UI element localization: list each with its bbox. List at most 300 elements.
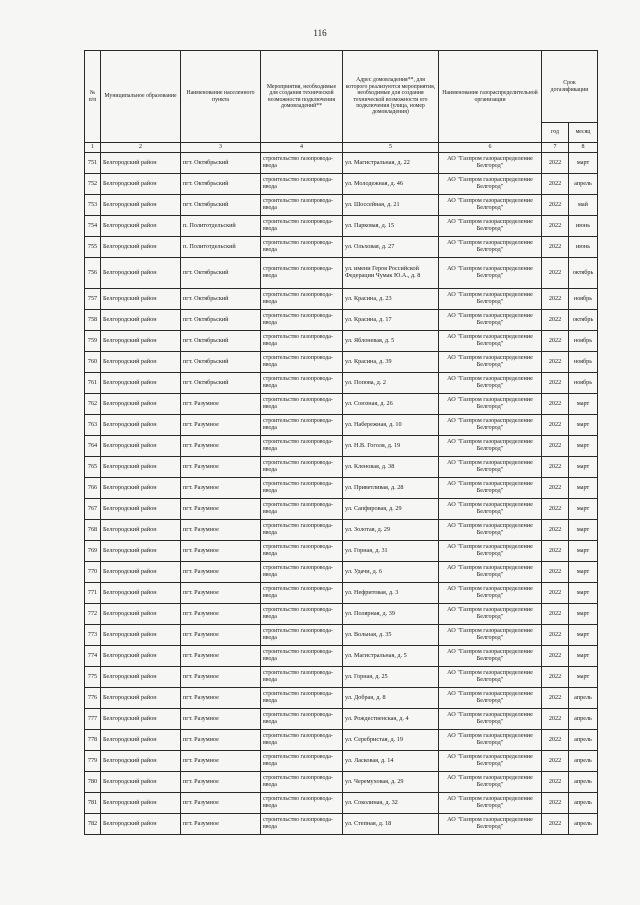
settlement-cell: пгт. Разумное bbox=[181, 394, 261, 415]
month-cell: март bbox=[569, 625, 598, 646]
month-cell: март bbox=[569, 478, 598, 499]
activity-cell: строительство газопровода-ввода bbox=[261, 499, 343, 520]
settlement-cell: пгт. Октябрьский bbox=[181, 310, 261, 331]
address-cell: ул. имени Героя Российской Федерации Чумак Ю.А., д. 8 bbox=[343, 258, 439, 289]
row-number: 759 bbox=[85, 331, 101, 352]
org-cell: АО "Газпром газораспределение Белгород" bbox=[439, 541, 542, 562]
table-row bbox=[85, 751, 598, 772]
activity-cell: строительство газопровода-ввода bbox=[261, 478, 343, 499]
row-number: 765 bbox=[85, 457, 101, 478]
address-cell: ул. Ольховая, д. 27 bbox=[343, 237, 439, 258]
row-number: 754 bbox=[85, 216, 101, 237]
month-cell: ноябрь bbox=[569, 289, 598, 310]
org-cell: АО "Газпром газораспределение Белгород" bbox=[439, 394, 542, 415]
settlement-cell: пгт. Октябрьский bbox=[181, 258, 261, 289]
row-number: 769 bbox=[85, 541, 101, 562]
address-cell: ул. Красина, д. 23 bbox=[343, 289, 439, 310]
table-row bbox=[85, 583, 598, 604]
municipality-cell: Белгородский район bbox=[101, 667, 181, 688]
municipality-cell: Белгородский район bbox=[101, 352, 181, 373]
month-cell: июнь bbox=[569, 216, 598, 237]
year-cell: 2022 bbox=[542, 730, 569, 751]
settlement-cell: пгт. Октябрьский bbox=[181, 331, 261, 352]
month-cell: ноябрь bbox=[569, 331, 598, 352]
settlement-cell: пгт. Разумное bbox=[181, 457, 261, 478]
activity-cell: строительство газопровода-ввода bbox=[261, 394, 343, 415]
settlement-cell: пгт. Разумное bbox=[181, 415, 261, 436]
org-cell: АО "Газпром газораспределение Белгород" bbox=[439, 688, 542, 709]
col-number: 7 bbox=[542, 143, 569, 153]
org-cell: АО "Газпром газораспределение Белгород" bbox=[439, 625, 542, 646]
address-cell: ул. Яблоневая, д. 5 bbox=[343, 331, 439, 352]
activity-cell: строительство газопровода-ввода bbox=[261, 174, 343, 195]
table-row bbox=[85, 195, 598, 216]
activity-cell: строительство газопровода-ввода bbox=[261, 457, 343, 478]
row-number: 761 bbox=[85, 373, 101, 394]
month-cell: март bbox=[569, 436, 598, 457]
settlement-cell: пгт. Разумное bbox=[181, 520, 261, 541]
org-cell: АО "Газпром газораспределение Белгород" bbox=[439, 195, 542, 216]
month-cell: апрель bbox=[569, 772, 598, 793]
org-cell: АО "Газпром газораспределение Белгород" bbox=[439, 499, 542, 520]
month-cell: март bbox=[569, 667, 598, 688]
month-cell: ноябрь bbox=[569, 373, 598, 394]
municipality-cell: Белгородский район bbox=[101, 625, 181, 646]
settlement-cell: пгт. Разумное bbox=[181, 730, 261, 751]
address-cell: ул. Серебристая, д. 19 bbox=[343, 730, 439, 751]
year-cell: 2022 bbox=[542, 436, 569, 457]
address-cell: ул. Сапфировая, д. 29 bbox=[343, 499, 439, 520]
address-cell: ул. Попова, д. 2 bbox=[343, 373, 439, 394]
activity-cell: строительство газопровода-ввода bbox=[261, 541, 343, 562]
org-cell: АО "Газпром газораспределение Белгород" bbox=[439, 562, 542, 583]
address-cell: ул. Удачи, д. 6 bbox=[343, 562, 439, 583]
row-number: 772 bbox=[85, 604, 101, 625]
municipality-cell: Белгородский район bbox=[101, 541, 181, 562]
header-year: год bbox=[542, 123, 569, 143]
year-cell: 2022 bbox=[542, 709, 569, 730]
col-number: 1 bbox=[85, 143, 101, 153]
month-cell: март bbox=[569, 457, 598, 478]
municipality-cell: Белгородский район bbox=[101, 436, 181, 457]
year-cell: 2022 bbox=[542, 478, 569, 499]
settlement-cell: пгт. Разумное bbox=[181, 751, 261, 772]
settlement-cell: пгт. Октябрьский bbox=[181, 289, 261, 310]
table-row bbox=[85, 499, 598, 520]
row-number: 770 bbox=[85, 562, 101, 583]
municipality-cell: Белгородский район bbox=[101, 499, 181, 520]
activity-cell: строительство газопровода-ввода bbox=[261, 153, 343, 174]
settlement-cell: пгт. Разумное bbox=[181, 604, 261, 625]
activity-cell: строительство газопровода-ввода bbox=[261, 730, 343, 751]
month-cell: октябрь bbox=[569, 310, 598, 331]
settlement-cell: пгт. Октябрьский bbox=[181, 373, 261, 394]
org-cell: АО "Газпром газораспределение Белгород" bbox=[439, 709, 542, 730]
year-cell: 2022 bbox=[542, 174, 569, 195]
col-number: 2 bbox=[101, 143, 181, 153]
table-row bbox=[85, 541, 598, 562]
year-cell: 2022 bbox=[542, 331, 569, 352]
activity-cell: строительство газопровода-ввода bbox=[261, 751, 343, 772]
municipality-cell: Белгородский район bbox=[101, 793, 181, 814]
municipality-cell: Белгородский район bbox=[101, 310, 181, 331]
org-cell: АО "Газпром газораспределение Белгород" bbox=[439, 457, 542, 478]
org-cell: АО "Газпром газораспределение Белгород" bbox=[439, 216, 542, 237]
address-cell: ул. Соколиная, д. 32 bbox=[343, 793, 439, 814]
row-number: 752 bbox=[85, 174, 101, 195]
org-cell: АО "Газпром газораспределение Белгород" bbox=[439, 415, 542, 436]
org-cell: АО "Газпром газораспределение Белгород" bbox=[439, 793, 542, 814]
header-num: № п/п bbox=[85, 51, 101, 143]
year-cell: 2022 bbox=[542, 237, 569, 258]
year-cell: 2022 bbox=[542, 258, 569, 289]
activity-cell: строительство газопровода-ввода bbox=[261, 237, 343, 258]
org-cell: АО "Газпром газораспределение Белгород" bbox=[439, 772, 542, 793]
row-number: 764 bbox=[85, 436, 101, 457]
settlement-cell: пгт. Разумное bbox=[181, 625, 261, 646]
settlement-cell: пгт. Разумное bbox=[181, 709, 261, 730]
year-cell: 2022 bbox=[542, 499, 569, 520]
month-cell: март bbox=[569, 562, 598, 583]
table-row bbox=[85, 331, 598, 352]
year-cell: 2022 bbox=[542, 352, 569, 373]
org-cell: АО "Газпром газораспределение Белгород" bbox=[439, 730, 542, 751]
table-row bbox=[85, 289, 598, 310]
address-cell: ул. Красина, д. 39 bbox=[343, 352, 439, 373]
municipality-cell: Белгородский район bbox=[101, 153, 181, 174]
address-cell: ул. Молодежная, д. 46 bbox=[343, 174, 439, 195]
month-cell: апрель bbox=[569, 814, 598, 835]
address-cell: ул. Шоссейная, д. 21 bbox=[343, 195, 439, 216]
municipality-cell: Белгородский район bbox=[101, 289, 181, 310]
month-cell: май bbox=[569, 195, 598, 216]
address-cell: ул. Приветливая, д. 28 bbox=[343, 478, 439, 499]
year-cell: 2022 bbox=[542, 751, 569, 772]
activity-cell: строительство газопровода-ввода bbox=[261, 772, 343, 793]
municipality-cell: Белгородский район bbox=[101, 195, 181, 216]
settlement-cell: пгт. Разумное bbox=[181, 499, 261, 520]
activity-cell: строительство газопровода-ввода bbox=[261, 667, 343, 688]
table-row bbox=[85, 310, 598, 331]
settlement-cell: пгт. Разумное bbox=[181, 667, 261, 688]
month-cell: октябрь bbox=[569, 258, 598, 289]
activity-cell: строительство газопровода-ввода bbox=[261, 646, 343, 667]
org-cell: АО "Газпром газораспределение Белгород" bbox=[439, 352, 542, 373]
table-row bbox=[85, 730, 598, 751]
org-cell: АО "Газпром газораспределение Белгород" bbox=[439, 478, 542, 499]
municipality-cell: Белгородский район bbox=[101, 772, 181, 793]
municipality-cell: Белгородский район bbox=[101, 394, 181, 415]
activity-cell: строительство газопровода-ввода bbox=[261, 216, 343, 237]
settlement-cell: п. Политотдельский bbox=[181, 216, 261, 237]
settlement-cell: пгт. Разумное bbox=[181, 541, 261, 562]
org-cell: АО "Газпром газораспределение Белгород" bbox=[439, 237, 542, 258]
year-cell: 2022 bbox=[542, 772, 569, 793]
year-cell: 2022 bbox=[542, 520, 569, 541]
year-cell: 2022 bbox=[542, 625, 569, 646]
month-cell: апрель bbox=[569, 730, 598, 751]
org-cell: АО "Газпром газораспределение Белгород" bbox=[439, 814, 542, 835]
month-cell: март bbox=[569, 604, 598, 625]
table-row bbox=[85, 709, 598, 730]
address-cell: ул. Набережная, д. 10 bbox=[343, 415, 439, 436]
address-cell: ул. Рождественская, д. 4 bbox=[343, 709, 439, 730]
table-row bbox=[85, 373, 598, 394]
activity-cell: строительство газопровода-ввода bbox=[261, 562, 343, 583]
year-cell: 2022 bbox=[542, 583, 569, 604]
settlement-cell: п. Политотдельский bbox=[181, 237, 261, 258]
table-row bbox=[85, 562, 598, 583]
table-row bbox=[85, 772, 598, 793]
table-row bbox=[85, 688, 598, 709]
month-cell: март bbox=[569, 583, 598, 604]
header-activity: Мероприятия, необходимые для создания технической возможности подключения домовладений** bbox=[261, 51, 343, 143]
address-cell: ул. Союзная, д. 26 bbox=[343, 394, 439, 415]
org-cell: АО "Газпром газораспределение Белгород" bbox=[439, 436, 542, 457]
header-address: Адрес домовладения**, для которого реализуются мероприятия, необходимые для создания технической возможности его подключения (улица, номер домовладения) bbox=[343, 51, 439, 143]
year-cell: 2022 bbox=[542, 688, 569, 709]
month-cell: март bbox=[569, 153, 598, 174]
table-row bbox=[85, 457, 598, 478]
col-number: 8 bbox=[569, 143, 598, 153]
org-cell: АО "Газпром газораспределение Белгород" bbox=[439, 153, 542, 174]
row-number: 780 bbox=[85, 772, 101, 793]
municipality-cell: Белгородский район bbox=[101, 331, 181, 352]
settlement-cell: пгт. Разумное bbox=[181, 562, 261, 583]
col-number: 5 bbox=[343, 143, 439, 153]
row-number: 774 bbox=[85, 646, 101, 667]
org-cell: АО "Газпром газораспределение Белгород" bbox=[439, 258, 542, 289]
year-cell: 2022 bbox=[542, 646, 569, 667]
row-number: 758 bbox=[85, 310, 101, 331]
municipality-cell: Белгородский район bbox=[101, 688, 181, 709]
row-number: 763 bbox=[85, 415, 101, 436]
row-number: 776 bbox=[85, 688, 101, 709]
municipality-cell: Белгородский район bbox=[101, 258, 181, 289]
column-number-row bbox=[85, 143, 598, 153]
settlement-cell: пгт. Разумное bbox=[181, 814, 261, 835]
address-cell: ул. Красина, д. 17 bbox=[343, 310, 439, 331]
municipality-cell: Белгородский район bbox=[101, 562, 181, 583]
settlement-cell: пгт. Октябрьский bbox=[181, 174, 261, 195]
row-number: 779 bbox=[85, 751, 101, 772]
row-number: 751 bbox=[85, 153, 101, 174]
year-cell: 2022 bbox=[542, 415, 569, 436]
municipality-cell: Белгородский район bbox=[101, 415, 181, 436]
month-cell: июнь bbox=[569, 237, 598, 258]
activity-cell: строительство газопровода-ввода bbox=[261, 688, 343, 709]
col-number: 3 bbox=[181, 143, 261, 153]
municipality-cell: Белгородский район bbox=[101, 751, 181, 772]
header-org: Наименование газораспределительной организации bbox=[439, 51, 542, 143]
month-cell: апрель bbox=[569, 709, 598, 730]
address-cell: ул. Кленовая, д. 38 bbox=[343, 457, 439, 478]
settlement-cell: пгт. Октябрьский bbox=[181, 195, 261, 216]
row-number: 778 bbox=[85, 730, 101, 751]
activity-cell: строительство газопровода-ввода bbox=[261, 373, 343, 394]
settlement-cell: пгт. Разумное bbox=[181, 436, 261, 457]
table-row bbox=[85, 415, 598, 436]
year-cell: 2022 bbox=[542, 216, 569, 237]
municipality-cell: Белгородский район bbox=[101, 174, 181, 195]
month-cell: март bbox=[569, 415, 598, 436]
municipality-cell: Белгородский район bbox=[101, 814, 181, 835]
activity-cell: строительство газопровода-ввода bbox=[261, 310, 343, 331]
activity-cell: строительство газопровода-ввода bbox=[261, 709, 343, 730]
activity-cell: строительство газопровода-ввода bbox=[261, 625, 343, 646]
year-cell: 2022 bbox=[542, 289, 569, 310]
municipality-cell: Белгородский район bbox=[101, 216, 181, 237]
org-cell: АО "Газпром газораспределение Белгород" bbox=[439, 310, 542, 331]
header-settlement: Наименование населенного пункта bbox=[181, 51, 261, 143]
table-row bbox=[85, 625, 598, 646]
settlement-cell: пгт. Разумное bbox=[181, 646, 261, 667]
municipality-cell: Белгородский район bbox=[101, 730, 181, 751]
address-cell: ул. Нефритовая, д. 3 bbox=[343, 583, 439, 604]
activity-cell: строительство газопровода-ввода bbox=[261, 604, 343, 625]
col-number: 6 bbox=[439, 143, 542, 153]
municipality-cell: Белгородский район bbox=[101, 709, 181, 730]
row-number: 753 bbox=[85, 195, 101, 216]
month-cell: март bbox=[569, 520, 598, 541]
table-row bbox=[85, 174, 598, 195]
col-number: 4 bbox=[261, 143, 343, 153]
page-number: 116 bbox=[313, 28, 327, 38]
municipality-cell: Белгородский район bbox=[101, 237, 181, 258]
row-number: 766 bbox=[85, 478, 101, 499]
month-cell: апрель bbox=[569, 793, 598, 814]
row-number: 760 bbox=[85, 352, 101, 373]
table-row bbox=[85, 520, 598, 541]
month-cell: ноябрь bbox=[569, 352, 598, 373]
month-cell: март bbox=[569, 499, 598, 520]
year-cell: 2022 bbox=[542, 814, 569, 835]
activity-cell: строительство газопровода-ввода bbox=[261, 289, 343, 310]
table-body bbox=[85, 153, 598, 835]
table-row bbox=[85, 478, 598, 499]
activity-cell: строительство газопровода-ввода bbox=[261, 583, 343, 604]
row-number: 767 bbox=[85, 499, 101, 520]
month-cell: апрель bbox=[569, 174, 598, 195]
municipality-cell: Белгородский район bbox=[101, 457, 181, 478]
address-cell: ул. Черемуховая, д. 29 bbox=[343, 772, 439, 793]
table-row bbox=[85, 667, 598, 688]
table-row bbox=[85, 394, 598, 415]
address-cell: ул. Н.В. Гоголя, д. 19 bbox=[343, 436, 439, 457]
address-cell: ул. Парковая, д. 15 bbox=[343, 216, 439, 237]
address-cell: ул. Добрая, д. 8 bbox=[343, 688, 439, 709]
address-cell: ул. Степная, д. 18 bbox=[343, 814, 439, 835]
org-cell: АО "Газпром газораспределение Белгород" bbox=[439, 583, 542, 604]
activity-cell: строительство газопровода-ввода bbox=[261, 352, 343, 373]
org-cell: АО "Газпром газораспределение Белгород" bbox=[439, 289, 542, 310]
year-cell: 2022 bbox=[542, 153, 569, 174]
org-cell: АО "Газпром газораспределение Белгород" bbox=[439, 667, 542, 688]
year-cell: 2022 bbox=[542, 195, 569, 216]
settlement-cell: пгт. Разумное bbox=[181, 793, 261, 814]
settlement-cell: пгт. Разумное bbox=[181, 688, 261, 709]
activity-cell: строительство газопровода-ввода bbox=[261, 258, 343, 289]
activity-cell: строительство газопровода-ввода bbox=[261, 520, 343, 541]
address-cell: ул. Полярная, д. 39 bbox=[343, 604, 439, 625]
year-cell: 2022 bbox=[542, 604, 569, 625]
gasification-table bbox=[84, 50, 598, 835]
activity-cell: строительство газопровода-ввода bbox=[261, 793, 343, 814]
table-row bbox=[85, 814, 598, 835]
year-cell: 2022 bbox=[542, 667, 569, 688]
table-row bbox=[85, 604, 598, 625]
month-cell: апрель bbox=[569, 751, 598, 772]
row-number: 755 bbox=[85, 237, 101, 258]
header-month: месяц bbox=[569, 123, 598, 143]
address-cell: ул. Горная, д. 31 bbox=[343, 541, 439, 562]
activity-cell: строительство газопровода-ввода bbox=[261, 195, 343, 216]
municipality-cell: Белгородский район bbox=[101, 478, 181, 499]
row-number: 756 bbox=[85, 258, 101, 289]
table-row bbox=[85, 793, 598, 814]
row-number: 762 bbox=[85, 394, 101, 415]
row-number: 782 bbox=[85, 814, 101, 835]
year-cell: 2022 bbox=[542, 793, 569, 814]
org-cell: АО "Газпром газораспределение Белгород" bbox=[439, 373, 542, 394]
table-row bbox=[85, 646, 598, 667]
row-number: 768 bbox=[85, 520, 101, 541]
address-cell: ул. Магистральная, д. 5 bbox=[343, 646, 439, 667]
address-cell: ул. Магистральная, д. 22 bbox=[343, 153, 439, 174]
municipality-cell: Белгородский район bbox=[101, 646, 181, 667]
org-cell: АО "Газпром газораспределение Белгород" bbox=[439, 646, 542, 667]
org-cell: АО "Газпром газораспределение Белгород" bbox=[439, 520, 542, 541]
org-cell: АО "Газпром газораспределение Белгород" bbox=[439, 174, 542, 195]
month-cell: март bbox=[569, 541, 598, 562]
settlement-cell: пгт. Октябрьский bbox=[181, 153, 261, 174]
header-term: Срок догазификации bbox=[542, 51, 598, 123]
address-cell: ул. Горная, д. 25 bbox=[343, 667, 439, 688]
municipality-cell: Белгородский район bbox=[101, 520, 181, 541]
table-row bbox=[85, 436, 598, 457]
org-cell: АО "Газпром газораспределение Белгород" bbox=[439, 331, 542, 352]
year-cell: 2022 bbox=[542, 310, 569, 331]
org-cell: АО "Газпром газораспределение Белгород" bbox=[439, 751, 542, 772]
table-row bbox=[85, 258, 598, 289]
year-cell: 2022 bbox=[542, 394, 569, 415]
address-cell: ул. Ласковая, д. 14 bbox=[343, 751, 439, 772]
address-cell: ул. Золотая, д. 29 bbox=[343, 520, 439, 541]
row-number: 775 bbox=[85, 667, 101, 688]
table-row bbox=[85, 352, 598, 373]
table-row bbox=[85, 237, 598, 258]
row-number: 777 bbox=[85, 709, 101, 730]
header-municipality: Муниципальное образование bbox=[101, 51, 181, 143]
year-cell: 2022 bbox=[542, 457, 569, 478]
month-cell: апрель bbox=[569, 688, 598, 709]
row-number: 773 bbox=[85, 625, 101, 646]
municipality-cell: Белгородский район bbox=[101, 604, 181, 625]
settlement-cell: пгт. Разумное bbox=[181, 772, 261, 793]
settlement-cell: пгт. Разумное bbox=[181, 583, 261, 604]
row-number: 757 bbox=[85, 289, 101, 310]
settlement-cell: пгт. Октябрьский bbox=[181, 352, 261, 373]
table-row bbox=[85, 153, 598, 174]
address-cell: ул. Вольная, д. 35 bbox=[343, 625, 439, 646]
month-cell: март bbox=[569, 394, 598, 415]
activity-cell: строительство газопровода-ввода bbox=[261, 814, 343, 835]
municipality-cell: Белгородский район bbox=[101, 583, 181, 604]
table-row bbox=[85, 216, 598, 237]
org-cell: АО "Газпром газораспределение Белгород" bbox=[439, 604, 542, 625]
month-cell: март bbox=[569, 646, 598, 667]
activity-cell: строительство газопровода-ввода bbox=[261, 415, 343, 436]
